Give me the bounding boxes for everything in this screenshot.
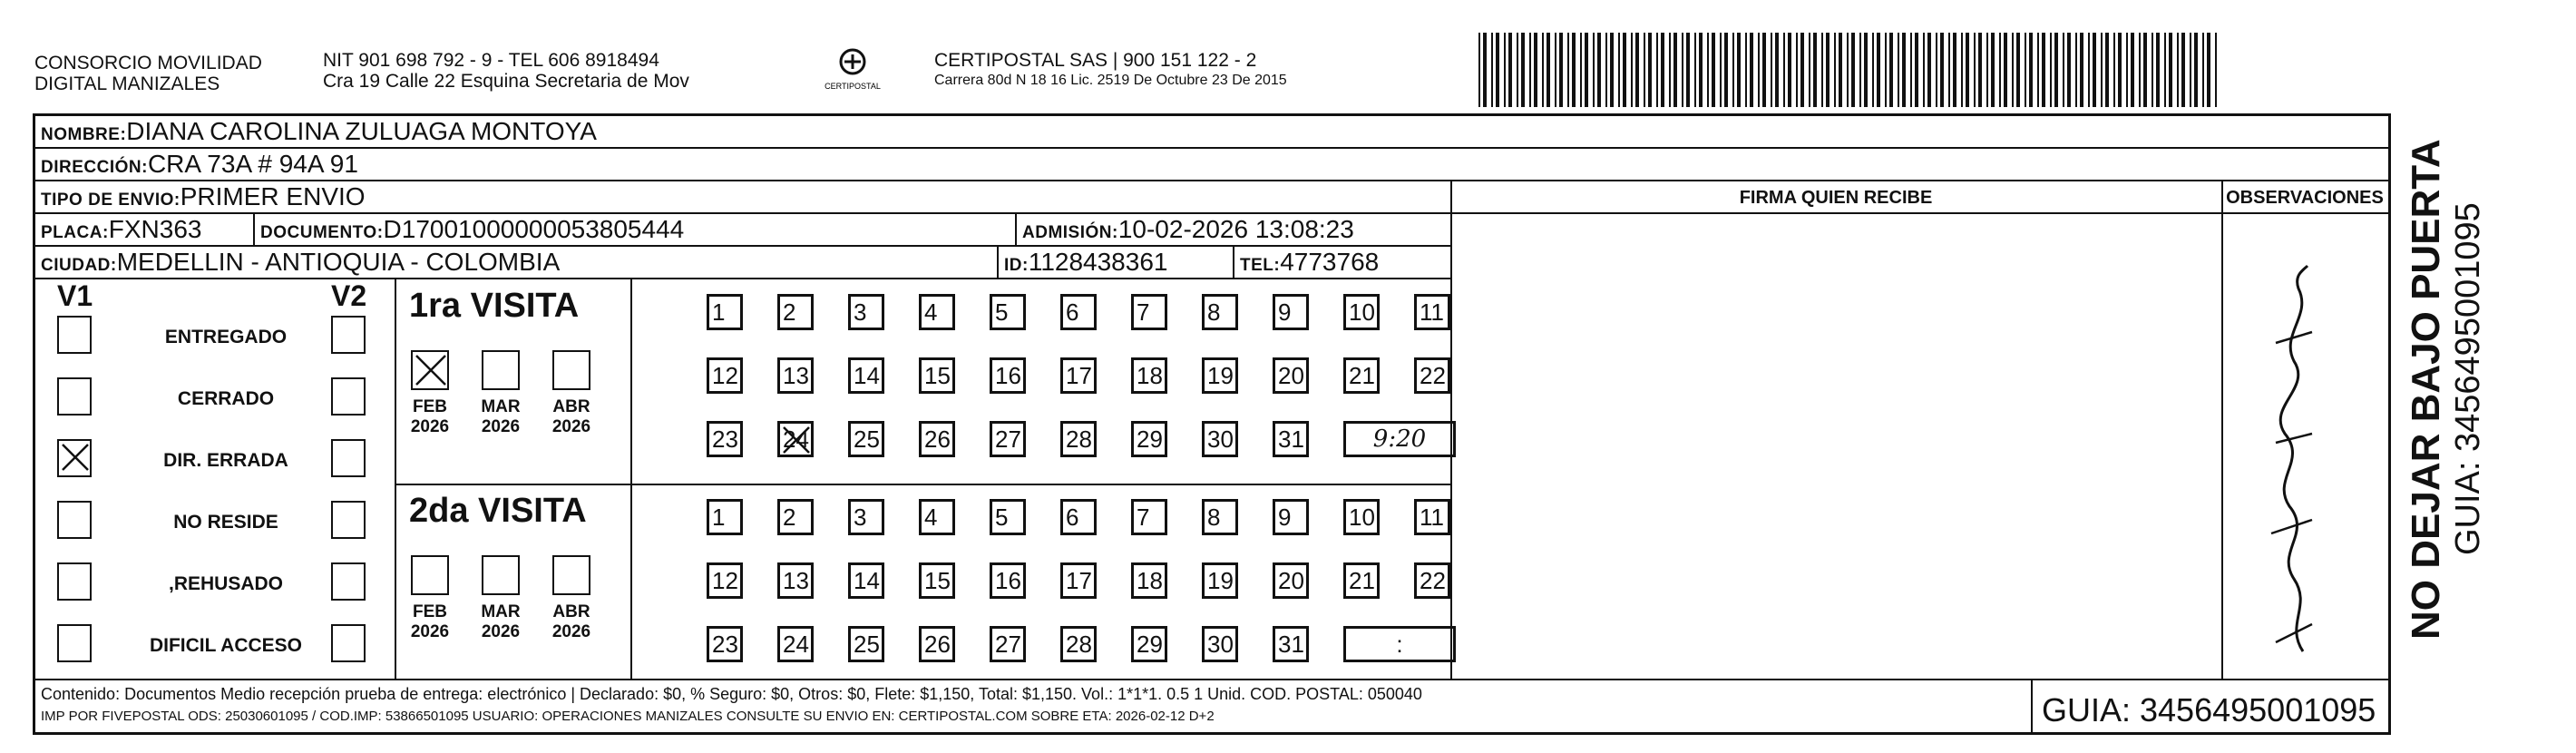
day-checkbox-11[interactable]: 11 (1414, 499, 1450, 535)
month-label: MAR (481, 397, 521, 416)
day-checkbox-18[interactable]: 18 (1131, 357, 1167, 394)
day-checkbox-7[interactable]: 7 (1131, 294, 1167, 330)
day-checkbox-27[interactable]: 27 (990, 421, 1026, 457)
side-guia: GUIA: 3456495001095 (2449, 202, 2487, 555)
tipo-envio-value: PRIMER ENVIO (180, 182, 366, 210)
day-checkbox-11[interactable]: 11 (1414, 294, 1450, 330)
direccion-row: DIRECCIÓN:CRA 73A # 94A 91 (35, 149, 2388, 181)
day-checkbox-4[interactable]: 4 (919, 294, 955, 330)
day-checkbox-7[interactable]: 7 (1131, 499, 1167, 535)
day-checkbox-28[interactable]: 28 (1060, 626, 1097, 662)
svg-text:CERTIPOSTAL: CERTIPOSTAL (825, 82, 881, 91)
day-checkbox-13[interactable]: 13 (777, 562, 814, 599)
month-label: ABR (552, 397, 590, 416)
status-label: DIFICIL ACCESO (149, 635, 302, 656)
year-label: 2026 (481, 622, 521, 641)
month-checkbox[interactable] (482, 350, 520, 390)
day-checkbox-15[interactable]: 15 (919, 357, 955, 394)
day-checkbox-14[interactable]: 14 (848, 562, 884, 599)
day-checkbox-8[interactable]: 8 (1202, 499, 1238, 535)
nombre-row: NOMBRE:DIANA CAROLINA ZULUAGA MONTOYA (35, 116, 2388, 149)
v2-checkbox[interactable] (331, 562, 366, 601)
ciudad-row: CIUDAD:MEDELLIN - ANTIOQUIA - COLOMBIA (35, 247, 1450, 279)
visits-section (396, 279, 1449, 679)
day-checkbox-17[interactable]: 17 (1060, 562, 1097, 599)
visit-title: 1ra VISITA (409, 287, 580, 325)
month-checkbox[interactable] (552, 350, 590, 390)
visit-time[interactable]: 9:20 (1343, 421, 1456, 457)
day-checkbox-21[interactable]: 21 (1343, 562, 1380, 599)
day-checkbox-23[interactable]: 23 (707, 626, 743, 662)
divider (2031, 679, 2033, 735)
visit-time[interactable]: : (1343, 626, 1456, 662)
day-checkbox-1[interactable]: 1 (707, 499, 743, 535)
day-checkbox-25[interactable]: 25 (848, 421, 884, 457)
signature-area[interactable] (1452, 214, 2220, 677)
day-checkbox-21[interactable]: 21 (1343, 357, 1380, 394)
day-checkbox-19[interactable]: 19 (1202, 562, 1238, 599)
v1-checkbox[interactable] (57, 439, 92, 477)
day-checkbox-10[interactable]: 10 (1343, 499, 1380, 535)
day-checkbox-23[interactable]: 23 (707, 421, 743, 457)
day-checkbox-1[interactable]: 1 (707, 294, 743, 330)
footer-divider (35, 679, 2388, 680)
day-checkbox-28[interactable]: 28 (1060, 421, 1097, 457)
delivery-form (33, 113, 2391, 735)
barcode (1478, 33, 2222, 107)
year-label: 2026 (481, 417, 521, 436)
placa-value: FXN363 (108, 215, 202, 243)
day-checkbox-17[interactable]: 17 (1060, 357, 1097, 394)
day-checkbox-6[interactable]: 6 (1060, 294, 1097, 330)
day-checkbox-25[interactable]: 25 (848, 626, 884, 662)
x-mark-icon (782, 425, 813, 456)
year-label: 2026 (410, 417, 450, 436)
status-label: DIR. ERRADA (163, 450, 288, 471)
v1-checkbox[interactable] (57, 624, 92, 662)
day-checkbox-29[interactable]: 29 (1131, 626, 1167, 662)
v2-checkbox[interactable] (331, 501, 366, 539)
footer-imp: IMP POR FIVEPOSTAL ODS: 25030601095 / COD.IMP: 53866501095 USUARIO: OPERACIONES MANIZALES CONSULTE SU ENVIO EN: CERTIPOSTAL.COM SOBRE ETA: 2026-02-12 D+2 (41, 709, 1215, 724)
placa-row: PLACA:FXN363 (35, 214, 1450, 247)
day-checkbox-13[interactable]: 13 (777, 357, 814, 394)
certipostal-info: CERTIPOSTAL SAS | 900 151 122 - 2 Carrera 80d N 18 16 Lic. 2519 De Octubre 23 De 2015 (934, 50, 1287, 88)
status-label: CERRADO (177, 388, 275, 409)
day-checkbox-31[interactable]: 31 (1273, 626, 1309, 662)
v2-checkbox[interactable] (331, 316, 366, 354)
day-checkbox-12[interactable]: 12 (707, 357, 743, 394)
visit-title: 2da VISITA (409, 492, 587, 530)
day-checkbox-2[interactable]: 2 (777, 294, 814, 330)
month-label: FEB (413, 397, 447, 416)
x-mark-icon (415, 354, 449, 388)
direccion-value: CRA 73A # 94A 91 (147, 150, 358, 178)
status-section (35, 279, 395, 679)
day-checkbox-22[interactable]: 22 (1414, 562, 1450, 599)
day-checkbox-26[interactable]: 26 (919, 421, 955, 457)
day-checkbox-20[interactable]: 20 (1273, 562, 1309, 599)
day-checkbox-16[interactable]: 16 (990, 357, 1026, 394)
month-checkbox[interactable] (411, 555, 449, 595)
day-checkbox-12[interactable]: 12 (707, 562, 743, 599)
day-checkbox-5[interactable]: 5 (990, 294, 1026, 330)
day-checkbox-5[interactable]: 5 (990, 499, 1026, 535)
v2-checkbox[interactable] (331, 377, 366, 416)
handwritten-note (2249, 261, 2339, 660)
status-label: NO RESIDE (173, 512, 278, 533)
documento-field: DOCUMENTO:D17001000000053805444 (253, 214, 684, 247)
x-mark-icon (61, 443, 92, 474)
v1-checkbox[interactable] (57, 316, 92, 354)
month-checkbox[interactable] (552, 555, 590, 595)
month-label: ABR (552, 602, 590, 621)
no-dejar-bajo-puerta: NO DEJAR BAJO PUERTA (2404, 139, 2448, 640)
month-checkbox[interactable] (411, 350, 449, 390)
day-checkbox-6[interactable]: 6 (1060, 499, 1097, 535)
admision-field: ADMISIÓN:10-02-2026 13:08:23 (1015, 214, 1354, 247)
nombre-value: DIANA CAROLINA ZULUAGA MONTOYA (126, 117, 597, 145)
certipostal-logo (816, 44, 889, 107)
year-label: 2026 (551, 622, 591, 641)
v1-label: V1 (57, 279, 93, 312)
month-label: FEB (413, 602, 447, 621)
tel-field: TEL:4773768 (1233, 247, 1379, 279)
day-checkbox-3[interactable]: 3 (848, 499, 884, 535)
day-checkbox-31[interactable]: 31 (1273, 421, 1309, 457)
day-checkbox-14[interactable]: 14 (848, 357, 884, 394)
day-checkbox-8[interactable]: 8 (1202, 294, 1238, 330)
status-label: ENTREGADO (164, 327, 288, 347)
guia-number: GUIA: 3456495001095 (2042, 691, 2376, 729)
day-checkbox-30[interactable]: 30 (1202, 626, 1238, 662)
status-label: ,REHUSADO (168, 573, 283, 594)
v1-checkbox[interactable] (57, 501, 92, 539)
day-checkbox-29[interactable]: 29 (1131, 421, 1167, 457)
day-checkbox-15[interactable]: 15 (919, 562, 955, 599)
ciudad-value: MEDELLIN - ANTIOQUIA - COLOMBIA (116, 248, 561, 276)
v2-label: V2 (331, 279, 367, 312)
observaciones-header: OBSERVACIONES (2226, 188, 2384, 208)
tipo-envio-row: TIPO DE ENVIO:PRIMER ENVIO (35, 181, 1450, 214)
v1-checkbox[interactable] (57, 377, 92, 416)
month-label: MAR (481, 602, 521, 621)
day-checkbox-24[interactable]: 24 (777, 421, 814, 457)
v2-checkbox[interactable] (331, 439, 366, 477)
day-checkbox-26[interactable]: 26 (919, 626, 955, 662)
day-checkbox-16[interactable]: 16 (990, 562, 1026, 599)
day-checkbox-18[interactable]: 18 (1131, 562, 1167, 599)
divider (2221, 181, 2223, 679)
id-field: ID:1128438361 (997, 247, 1167, 279)
day-checkbox-30[interactable]: 30 (1202, 421, 1238, 457)
footer-content: Contenido: Documentos Medio recepción prueba de entrega: electrónico | Declarado: $0, % Seguro: $0, Otros: $0, Flete: $1,150, Total: $1,150. Vol.: 1*1*1. 0.5 1 Unid. COD. POSTAL: 050040 (41, 685, 1422, 703)
day-checkbox-3[interactable]: 3 (848, 294, 884, 330)
day-checkbox-9[interactable]: 9 (1273, 499, 1309, 535)
day-checkbox-4[interactable]: 4 (919, 499, 955, 535)
v2-checkbox[interactable] (331, 624, 366, 662)
day-checkbox-20[interactable]: 20 (1273, 357, 1309, 394)
day-checkbox-10[interactable]: 10 (1343, 294, 1380, 330)
day-checkbox-27[interactable]: 27 (990, 626, 1026, 662)
day-checkbox-9[interactable]: 9 (1273, 294, 1309, 330)
year-label: 2026 (551, 417, 591, 436)
company-contact: NIT 901 698 792 - 9 - TEL 606 8918494 Cra 19 Calle 22 Esquina Secretaria de Mov (323, 50, 689, 92)
year-label: 2026 (410, 622, 450, 641)
day-checkbox-24[interactable]: 24 (777, 626, 814, 662)
company-name: CONSORCIO MOVILIDAD DIGITAL MANIZALES (34, 53, 262, 94)
day-checkbox-19[interactable]: 19 (1202, 357, 1238, 394)
firma-header: FIRMA QUIEN RECIBE (1739, 188, 1933, 208)
day-checkbox-22[interactable]: 22 (1414, 357, 1450, 394)
day-checkbox-2[interactable]: 2 (777, 499, 814, 535)
v1-checkbox[interactable] (57, 562, 92, 601)
month-checkbox[interactable] (482, 555, 520, 595)
